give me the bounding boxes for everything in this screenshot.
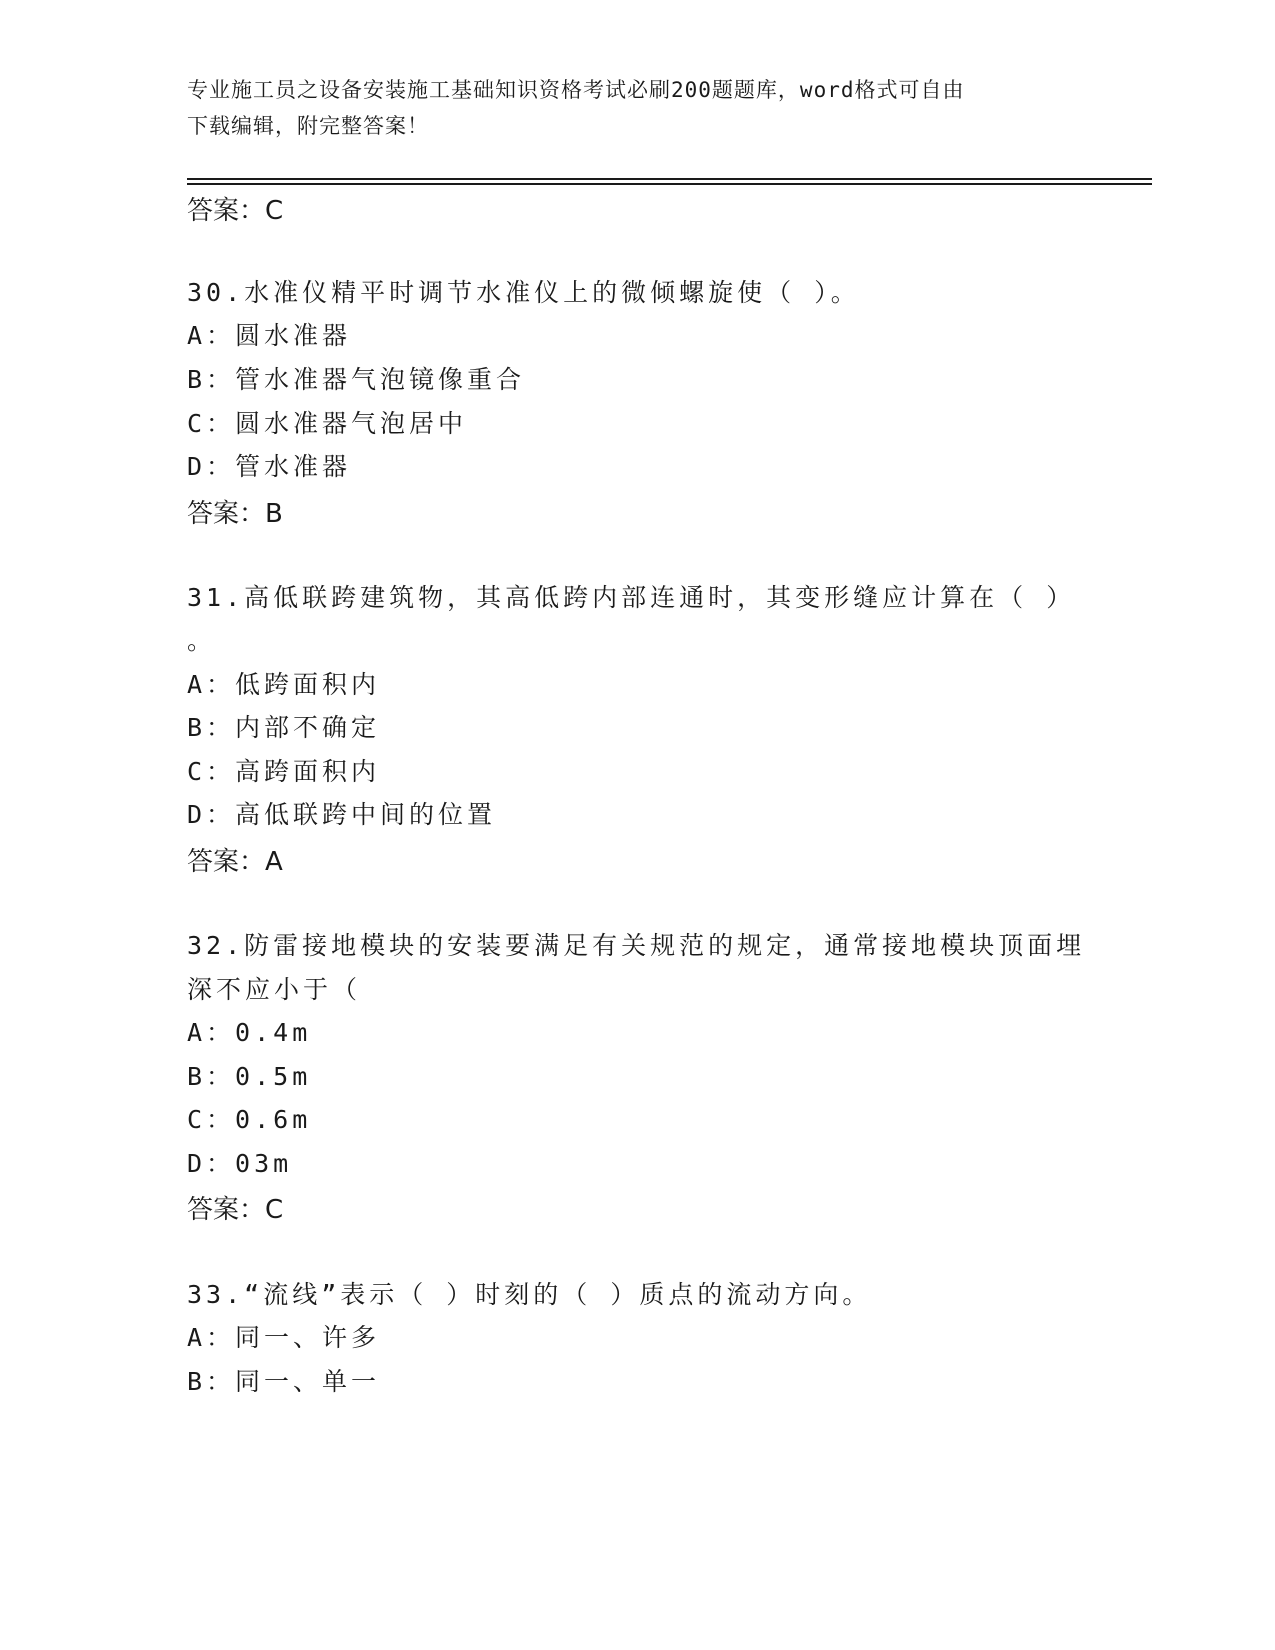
question-31-stem-line-2: 。 [187,626,217,655]
question-33-option-a: A：同一、许多 [187,1323,381,1352]
header-line-1: 专业施工员之设备安装施工基础知识资格考试必刷200题题库，word格式可自由 [187,78,965,102]
question-32-option-c: C：0.6m [187,1105,312,1134]
question-30-option-b: B：管水准器气泡镜像重合 [187,365,526,394]
question-33-option-b: B：同一、单一 [187,1367,381,1396]
question-30-option-a: A：圆水准器 [187,321,352,350]
question-30-answer: 答案：B [187,499,283,529]
question-32-option-b: B：0.5m [187,1062,312,1091]
header-divider-bottom [187,183,1152,185]
question-30-stem: 30.水准仪精平时调节水准仪上的微倾螺旋使（ ）。 [187,278,860,307]
question-31-option-d: D：高低联跨中间的位置 [187,800,497,829]
question-31-option-a: A：低跨面积内 [187,670,381,699]
question-31-option-b: B：内部不确定 [187,713,381,742]
question-30-option-c: C：圆水准器气泡居中 [187,409,468,438]
question-31-answer: 答案：A [187,847,283,877]
question-32-option-d: D：03m [187,1149,293,1178]
question-32-stem-line-2: 深不应小于（ [187,975,362,1004]
header-line-2: 下载编辑，附完整答案！ [187,114,429,138]
header-divider-top [187,178,1152,180]
question-32-answer: 答案：C [187,1195,284,1225]
question-31-stem-line-1: 31.高低联跨建筑物，其高低跨内部连通时，其变形缝应计算在（ ） [187,583,1076,612]
question-32-option-a: A：0.4m [187,1018,312,1047]
previous-question-answer: 答案：C [187,196,284,226]
question-30-option-d: D：管水准器 [187,452,352,481]
question-32-stem-line-1: 32.防雷接地模块的安装要满足有关规范的规定，通常接地模块顶面埋 [187,931,1086,960]
document-header [187,72,1067,144]
question-33-stem: 33.“流线”表示（ ）时刻的（ ）质点的流动方向。 [187,1280,872,1309]
question-31-option-c: C：高跨面积内 [187,757,381,786]
